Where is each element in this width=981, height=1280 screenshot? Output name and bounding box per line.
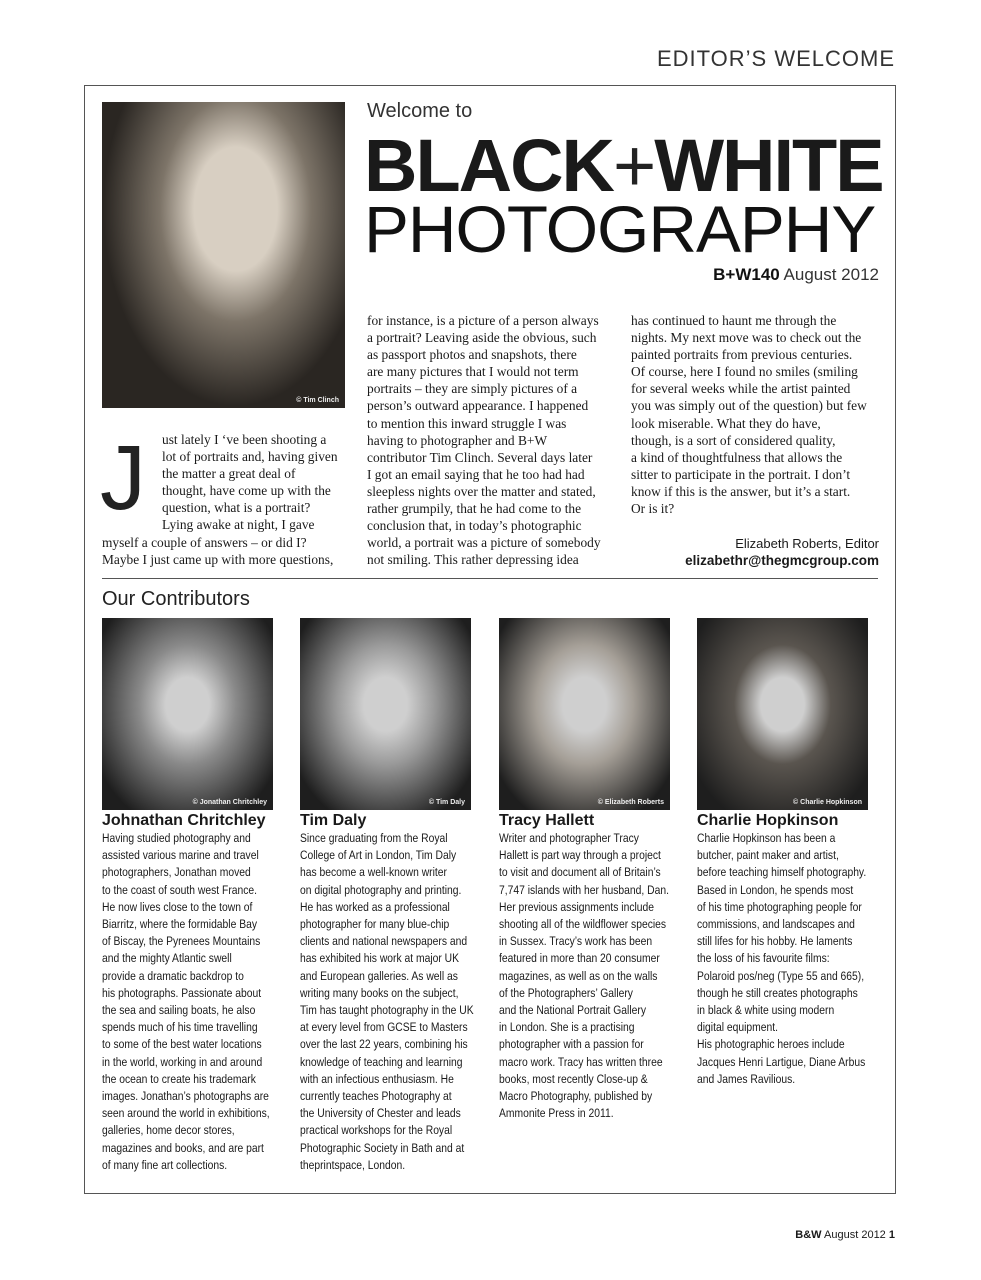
contributor-name: Charlie Hopkinson bbox=[697, 812, 839, 829]
contributor-photo bbox=[499, 618, 670, 810]
text-line: person’s outward appearance. I happened bbox=[367, 398, 589, 414]
page-footer bbox=[795, 1229, 895, 1241]
text-line: and European galleries. As well as bbox=[300, 968, 458, 983]
text-line: at every level from GCSE to Masters bbox=[300, 1020, 468, 1035]
text-line: over the last 22 years, combining his bbox=[300, 1037, 468, 1052]
text-line: in London. She is a practising bbox=[499, 1020, 635, 1035]
editor-name: Elizabeth Roberts, Editor bbox=[735, 536, 879, 551]
text-line: Based in London, he spends most bbox=[697, 882, 854, 897]
text-line: portraits – they are simply pictures of a bbox=[367, 381, 578, 397]
text-line: theprintspace, London. bbox=[300, 1157, 406, 1172]
text-line: the ocean to create his trademark bbox=[102, 1071, 256, 1086]
text-line: Of course, here I found no smiles (smiling bbox=[631, 364, 858, 380]
text-line: Hallett is part way through a project bbox=[499, 848, 661, 863]
contributor-card bbox=[697, 618, 907, 1088]
text-line: has become a well-known writer bbox=[300, 865, 447, 880]
text-line: ust lately I ‘ve been shooting a bbox=[162, 432, 327, 447]
text-line: shooting all of the wildflower species bbox=[499, 917, 667, 932]
text-line: His photographic heroes include bbox=[697, 1037, 845, 1052]
text-line: He now lives close to the town of bbox=[102, 899, 253, 914]
text-line: you was simply out of the question) but few bbox=[631, 398, 867, 414]
text-line: question, what is a portrait? bbox=[162, 500, 311, 516]
text-line: before teaching himself photography. bbox=[697, 865, 867, 880]
issue-number: B+W140 bbox=[713, 265, 780, 284]
text-line: lot of portraits and, having given bbox=[162, 449, 338, 465]
text-line: has continued to haunt me through the bbox=[631, 313, 837, 328]
text-line: conclusion that, in today’s photographic bbox=[367, 518, 582, 534]
text-line: Ammonite Press in 2011. bbox=[499, 1106, 614, 1121]
text-line: sitter to participate in the portrait. I don’t bbox=[631, 466, 851, 482]
text-line: photographer with a passion for bbox=[499, 1037, 644, 1052]
text-line: in black & white using modern bbox=[697, 1003, 835, 1018]
text-line: a kind of thoughtfulness that allows the bbox=[631, 449, 843, 465]
contributor-photo bbox=[697, 618, 868, 810]
contributor-photo bbox=[300, 618, 471, 810]
text-line: rather grumpily, that he had come to the bbox=[367, 501, 582, 517]
contributor-bio bbox=[697, 830, 873, 1088]
text-line: to the coast of south west France. bbox=[102, 882, 258, 897]
editor-signature bbox=[685, 535, 879, 569]
text-line: his photographs. Passionate about bbox=[102, 985, 262, 1000]
text-line: of many fine art collections. bbox=[102, 1157, 228, 1172]
text-line: Biarritz, where the formidable Bay bbox=[102, 917, 258, 932]
text-line: are many pictures that I would not term bbox=[367, 364, 579, 380]
text-line: on digital photography and printing. bbox=[300, 882, 462, 897]
text-line: to some of the best water locations bbox=[102, 1037, 262, 1052]
text-line: clients and national newspapers and bbox=[300, 934, 468, 949]
text-line: butcher, paint maker and artist, bbox=[697, 848, 839, 863]
issue-date: August 2012 bbox=[783, 265, 879, 284]
text-line: provide a dramatic backdrop to bbox=[102, 968, 244, 983]
text-line: books, most recently Close-up & bbox=[499, 1071, 648, 1086]
masthead-subtitle: PHOTOGRAPHY bbox=[364, 192, 876, 266]
text-line: in Sussex. Tracy’s work has been bbox=[499, 934, 653, 949]
text-line: myself a couple of answers – or did I? bbox=[102, 534, 307, 550]
text-line: Macro Photography, published by bbox=[499, 1089, 653, 1104]
text-line: Tim has taught photography in the UK bbox=[300, 1003, 474, 1018]
text-line: He has worked as a professional bbox=[300, 899, 450, 914]
text-line: though he still creates photographs bbox=[697, 985, 858, 1000]
text-line: to visit and document all of Britain’s bbox=[499, 865, 661, 880]
text-line: Since graduating from the Royal bbox=[300, 831, 448, 845]
photo-credit: © Tim Daly bbox=[428, 799, 465, 806]
editorial-column-3 bbox=[631, 312, 867, 517]
text-line: Lying awake at night, I gave bbox=[162, 517, 315, 533]
text-line: featured in more than 20 consumer bbox=[499, 951, 660, 966]
text-line: the University of Chester and leads bbox=[300, 1106, 461, 1121]
text-line: digital equipment. bbox=[697, 1020, 778, 1035]
text-line: though, is a sort of considered quality, bbox=[631, 432, 836, 448]
contributor-card bbox=[102, 618, 312, 1174]
drop-cap: J bbox=[100, 427, 146, 529]
text-line: contributor Tim Clinch. Several days later bbox=[367, 449, 593, 465]
text-line: to mention this inward struggle I was bbox=[367, 415, 567, 431]
text-line: world, a portrait was a picture of somebody bbox=[367, 535, 601, 551]
contributor-photo bbox=[102, 618, 273, 810]
issue-info bbox=[713, 265, 879, 285]
text-line: the loss of his favourite films: bbox=[697, 951, 830, 966]
contributor-name: Tracy Hallett bbox=[499, 812, 595, 829]
text-line: with an infectious enthusiasm. He bbox=[300, 1071, 454, 1086]
photo-credit: © Jonathan Chritchley bbox=[192, 799, 267, 806]
text-line: College of Art in London, Tim Daly bbox=[300, 848, 457, 863]
masthead-white: WHITE bbox=[654, 124, 883, 207]
contributor-bio bbox=[102, 830, 278, 1174]
text-line: photographer for many blue-chip bbox=[300, 917, 450, 932]
footer-mag: B&W bbox=[795, 1229, 822, 1241]
text-line: assisted various marine and travel bbox=[102, 848, 259, 863]
text-line: a portrait? Leaving aside the obvious, such bbox=[367, 330, 597, 346]
text-line: Photographic Society in Bath and at bbox=[300, 1140, 465, 1155]
text-line: sleepless nights over the matter and stated, bbox=[367, 483, 596, 499]
text-line: for several weeks while the artist painted bbox=[631, 381, 851, 397]
text-line: having to photographer and B+W bbox=[367, 432, 548, 448]
text-line: photographers, Jonathan moved bbox=[102, 865, 251, 880]
text-line: and James Ravilious. bbox=[697, 1071, 796, 1086]
text-line: has exhibited his work at major UK bbox=[300, 951, 460, 966]
contributor-bio bbox=[499, 830, 675, 1122]
editor-photo bbox=[102, 102, 345, 408]
text-line: commissions, and landscapes and bbox=[697, 917, 855, 932]
text-line: practical workshops for the Royal bbox=[300, 1123, 453, 1138]
text-line: 7,747 islands with her husband, Dan. bbox=[499, 882, 669, 897]
contributor-card bbox=[300, 618, 510, 1174]
contributor-name: Tim Daly bbox=[300, 812, 367, 829]
text-line: and the mighty Atlantic swell bbox=[102, 951, 232, 966]
text-line: not smiling. This rather depressing idea bbox=[367, 552, 579, 568]
text-line: currently teaches Photography at bbox=[300, 1089, 452, 1104]
text-line: look miserable. What they do have, bbox=[631, 415, 821, 431]
text-line: images. Jonathan’s photographs are bbox=[102, 1089, 269, 1104]
text-line: Charlie Hopkinson has been a bbox=[697, 831, 836, 845]
text-line: as passport photos and snapshots, there bbox=[367, 347, 577, 363]
text-line: in the world, working in and around bbox=[102, 1054, 263, 1069]
text-line: know if this is the answer, but it’s a start. bbox=[631, 483, 851, 499]
text-line: magazines, as well as on the walls bbox=[499, 968, 658, 983]
contributor-card bbox=[499, 618, 709, 1122]
text-line: still lifes for his hobby. He laments bbox=[697, 934, 853, 949]
text-line: knowledge of teaching and learning bbox=[300, 1054, 463, 1069]
text-line: Writer and photographer Tracy bbox=[499, 831, 639, 845]
photo-credit: © Charlie Hopkinson bbox=[793, 799, 862, 806]
text-line: the sea and sailing boats, he also bbox=[102, 1003, 256, 1018]
text-line: of Biscay, the Pyrenees Mountains bbox=[102, 934, 261, 949]
photo-credit: © Elizabeth Roberts bbox=[597, 799, 664, 806]
text-line: galleries, home decor stores, bbox=[102, 1123, 235, 1138]
text-line: Or is it? bbox=[631, 501, 675, 517]
text-line: macro work. Tracy has written three bbox=[499, 1054, 663, 1069]
text-line: Having studied photography and bbox=[102, 831, 251, 845]
text-line: Her previous assignments include bbox=[499, 899, 655, 914]
contributor-bio bbox=[300, 830, 476, 1174]
welcome-text: Welcome to bbox=[367, 100, 473, 122]
text-line: writing many books on the subject, bbox=[300, 985, 459, 1000]
photo-credit: © Tim Clinch bbox=[296, 397, 339, 404]
text-line: Jacques Henri Lartigue, Diane Arbus bbox=[697, 1054, 866, 1069]
editorial-column-1 bbox=[100, 427, 338, 568]
contributor-name: Johnathan Chritchley bbox=[102, 812, 266, 829]
divider bbox=[102, 578, 878, 579]
editorial-column-2 bbox=[367, 312, 601, 568]
masthead-black: BLACK bbox=[364, 124, 613, 207]
footer-date: August 2012 bbox=[824, 1229, 886, 1241]
contributors-heading: Our Contributors bbox=[102, 588, 250, 610]
text-line: of the Photographers’ Gallery bbox=[499, 985, 633, 1000]
text-line: thought, have come up with the bbox=[162, 483, 331, 499]
text-line: for instance, is a picture of a person always bbox=[367, 313, 599, 328]
text-line: and the National Portrait Gallery bbox=[499, 1003, 646, 1018]
section-title: EDITOR’S WELCOME bbox=[656, 46, 895, 71]
page-number: 1 bbox=[888, 1229, 895, 1241]
text-line: the matter a great deal of bbox=[162, 466, 296, 482]
text-line: magazines and books, and are part bbox=[102, 1140, 264, 1155]
text-line: I got an email saying that he too had had bbox=[367, 466, 585, 482]
text-line: of his time photographing people for bbox=[697, 899, 862, 914]
editor-email[interactable]: elizabethr@thegmcgroup.com bbox=[685, 553, 879, 568]
text-line: spends much of his time travelling bbox=[102, 1020, 258, 1035]
text-line: nights. My next move was to check out the bbox=[631, 330, 862, 346]
text-line: Polaroid pos/neg (Type 55 and 665), bbox=[697, 968, 865, 983]
text-line: Maybe I just came up with more questions, bbox=[102, 551, 334, 567]
masthead-plus: + bbox=[612, 124, 655, 207]
text-line: painted portraits from previous centuries. bbox=[631, 347, 853, 363]
text-line: seen around the world in exhibitions, bbox=[102, 1106, 270, 1121]
